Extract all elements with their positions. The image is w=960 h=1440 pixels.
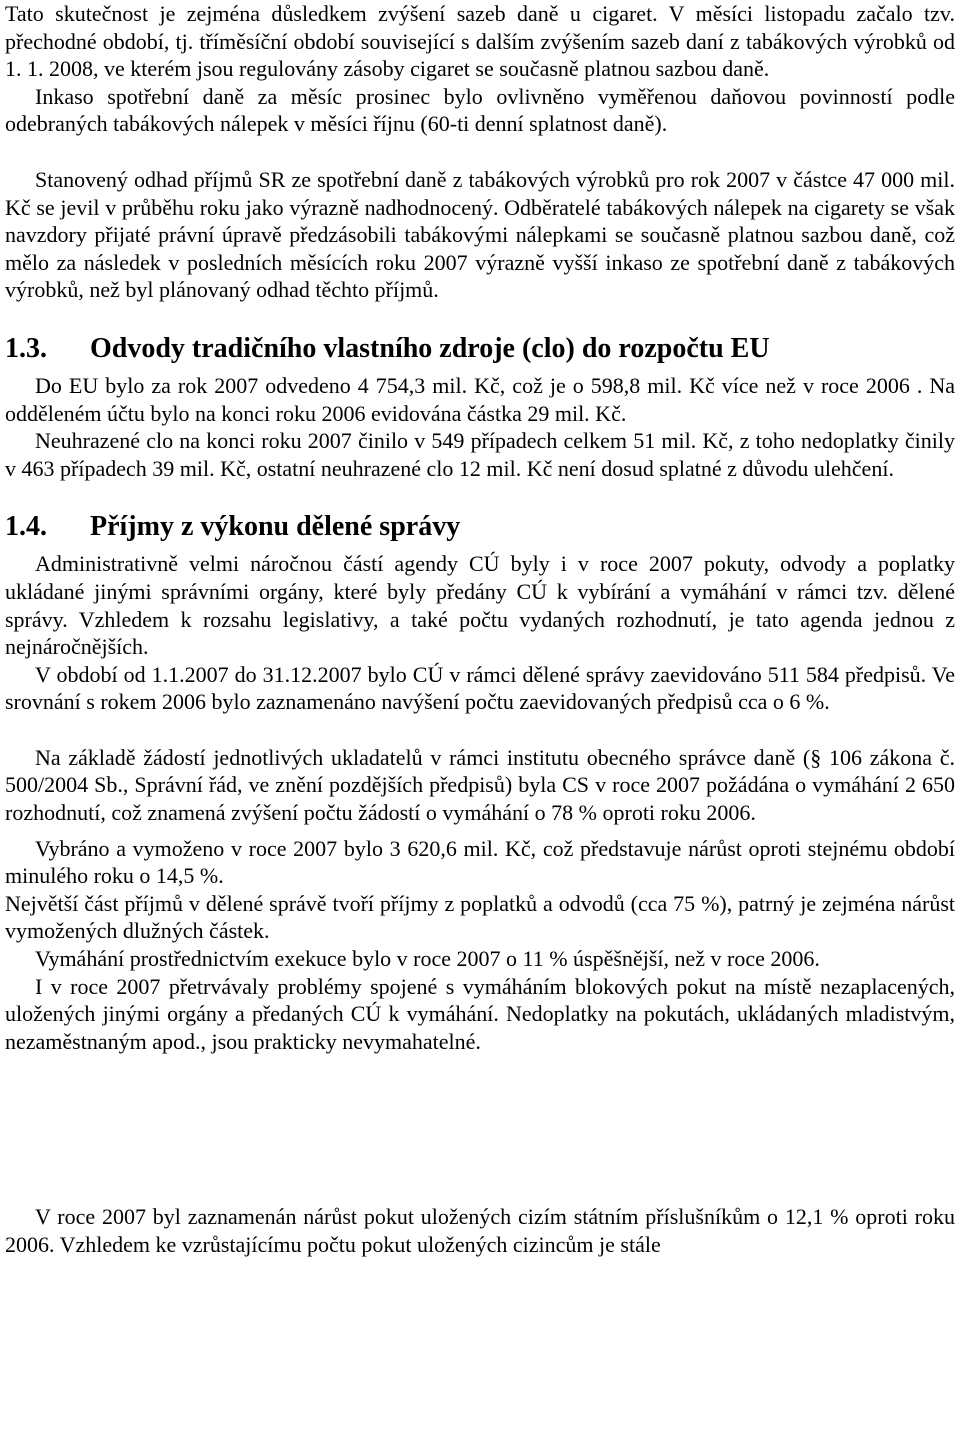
paragraph: Vybráno a vymoženo v roce 2007 bylo 3 620,6 mil. Kč, což představuje nárůst oproti stejnému období minulého roku o 14,5 %. xyxy=(5,835,955,889)
paragraph: Vymáhání prostřednictvím exekuce bylo v roce 2007 o 11 % úspěšnější, než v roce 2006. xyxy=(35,946,820,972)
section-number: 1.3. xyxy=(5,332,47,364)
section-number: 1.4. xyxy=(5,511,47,543)
paragraph: V období od 1.1.2007 do 31.12.2007 bylo CÚ v rámci dělené správy zaevidováno 511 584 předpisů. Ve srovnání s rokem 2006 bylo zaznamenáno navýšení počtu zaevidovaných předpisů cca o 6 %. xyxy=(5,661,955,715)
paragraph: Stanovený odhad příjmů SR ze spotřební daně z tabákových výrobků pro rok 2007 v částce 47 000 mil. Kč se jevil v průběhu roku jako výrazně nadhodnocený. Odběratelé tabákových nálepek na cigarety se však navzdory přijaté právní úpravě předzásobili tabákovými nálepkami se současně platnou sazbou daně, což mělo za následek v posledních měsících roku 2007 výrazně vyšší inkaso ze spotřební daně z tabákových výrobků, než byl plánovaný odhad těchto příjmů. xyxy=(5,166,955,303)
paragraph: Administrativně velmi náročnou částí agendy CÚ byly i v roce 2007 pokuty, odvody a poplatky ukládané jinými správními orgány, které byly předány CÚ k vybírání a vymáhání v rámci tzv. dělené správy. Vzhledem k rozsahu legislativy, a také počtu vydaných rozhodnutí, je tato agenda jednou z nejnáročnějších. xyxy=(5,551,955,660)
paragraph: Neuhrazené clo na konci roku 2007 činilo v 549 případech celkem 51 mil. Kč, z toho nedoplatky činily v 463 případech 39 mil. Kč, ostatní neuhrazené clo 12 mil. Kč není dosud splatné z důvodu ulehčení. xyxy=(5,428,955,481)
section-title: Příjmy z výkonu dělené správy xyxy=(90,511,461,543)
paragraph: Největší část příjmů v dělené správě tvoří příjmy z poplatků a odvodů (cca 75 %), patrný je zejména nárůst vymožených dlužných částek. xyxy=(5,890,955,944)
paragraph: I v roce 2007 přetrvávaly problémy spojené s vymáháním blokových pokut na místě nezaplacených, uložených jinými orgány a předaných CÚ k vymáhání. Nedoplatky na pokutách, ukládaných mladistvým, nezaměstnaným apod., jsou prakticky nevymahatelné. xyxy=(5,973,955,1054)
section-heading-1-4 xyxy=(5,510,955,544)
paragraph: Na základě žádostí jednotlivých ukladatelů v rámci institutu obecného správce daně (§ 106 zákona č. 500/2004 Sb., Správní řád, ve znění pozdějších předpisů) byla CS v roce 2007 požádána o vymáhání 2 650 rozhodnutí, což znamená zvýšení počtu žádostí o vymáhání o 78 % oproti roku 2006. xyxy=(5,744,955,826)
section-title: Odvody tradičního vlastního zdroje (clo) do rozpočtu EU xyxy=(90,332,770,364)
document-page xyxy=(5,0,955,1259)
paragraph: Inkaso spotřební daně za měsíc prosinec bylo ovlivněno vyměřenou daňovou povinností podle odebraných tabákových nálepek v měsíci říjnu (60-ti denní splatnost daně). xyxy=(5,83,955,137)
paragraph: Tato skutečnost je zejména důsledkem zvýšení sazeb daně u cigaret. V měsíci listopadu začalo tzv. přechodné období, tj. tříměsíční období související s dalším zvýšením sazeb daní z tabákových výrobků od 1. 1. 2008, ve kterém jsou regulovány zásoby cigaret se současně platnou sazbou daně. xyxy=(5,1,955,82)
paragraph: Do EU bylo za rok 2007 odvedeno 4 754,3 mil. Kč, což je o 598,8 mil. Kč více než v roce 2006 . Na odděleném účtu bylo na konci roku 2006 evidována částka 29 mil. Kč. xyxy=(5,372,955,426)
paragraph: V roce 2007 byl zaznamenán nárůst pokut uložených cizím státním příslušníkům o 12,1 % oproti roku 2006. Vzhledem ke vzrůstajícímu počtu pokut uložených cizincům je stále xyxy=(5,1204,955,1257)
section-heading-1-3 xyxy=(5,332,955,366)
